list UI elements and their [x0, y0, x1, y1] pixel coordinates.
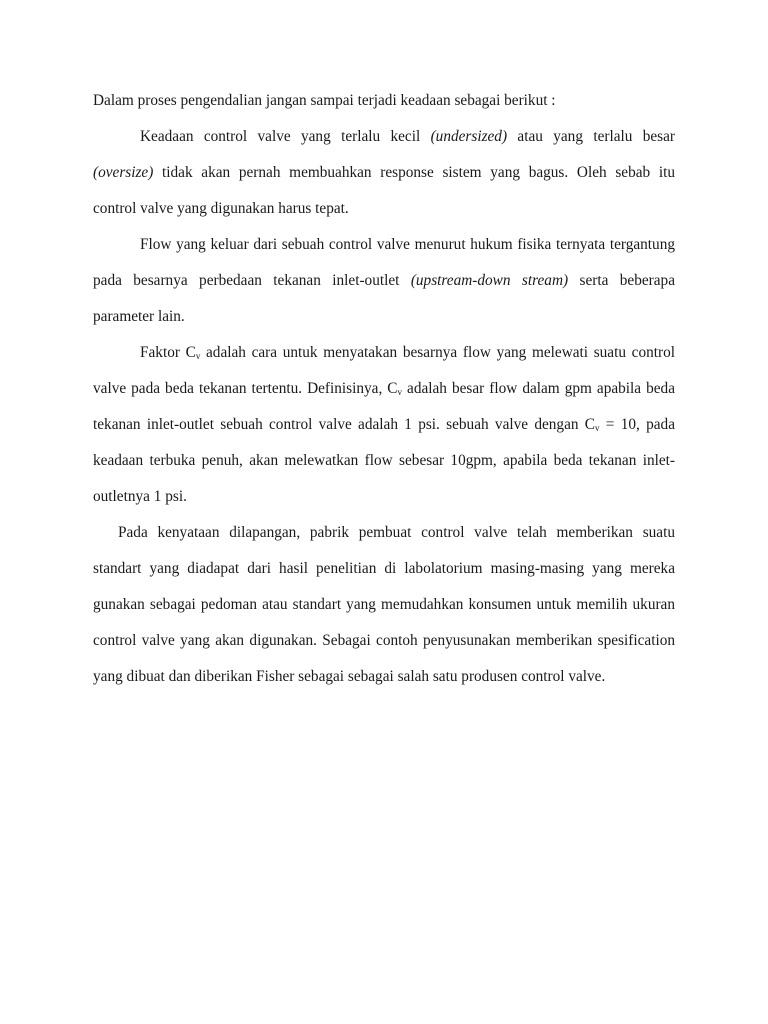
paragraph-2-line-1: Flow yang keluar dari sebuah control valve menurut hukum fisika ternyata tergantung — [140, 236, 675, 253]
paragraph-1 — [93, 125, 675, 233]
paragraph-3-line-3 — [93, 413, 675, 449]
text: tidak akan pernah membuahkan response sistem yang bagus. Oleh sebab itu — [153, 164, 675, 181]
text: adalah besar flow dalam gpm apabila beda — [402, 380, 675, 397]
paragraph-3 — [93, 341, 675, 521]
intro-line: Dalam proses pengendalian jangan sampai terjadi keadaan sebagai berikut : — [93, 92, 556, 109]
paragraph-1-line-2 — [93, 161, 675, 197]
paragraph-1-line-3: control valve yang digunakan harus tepat. — [93, 200, 349, 217]
text: serta beberapa — [568, 272, 675, 289]
paragraph-4-line-1: Pada kenyataan dilapangan, pabrik pembuat control valve telah memberikan suatu — [118, 524, 675, 541]
paragraph-4-line-5: yang dibuat dan diberikan Fisher sebagai sebagai salah satu produsen control valve. — [93, 668, 606, 685]
paragraph-1-line-1 — [93, 125, 675, 161]
emphasis: (undersized) — [430, 128, 508, 145]
paragraph-4-line-3: gunakan sebagai pedoman atau standart yang memudahkan konsumen untuk memilih ukuran — [93, 596, 675, 613]
text: pada besarnya perbedaan tekanan inlet-outlet — [93, 272, 411, 289]
paragraph-3-line-4: keadaan terbuka penuh, akan melewatkan flow sebesar 10gpm, apabila beda tekanan inlet- — [93, 452, 675, 469]
text: Keadaan control valve yang terlalu kecil — [140, 128, 431, 145]
text: adalah cara untuk menyatakan besarnya flow yang melewati suatu control — [200, 344, 676, 361]
subscript: v — [397, 387, 403, 397]
text: Faktor C — [140, 344, 196, 361]
text: = 10, pada — [599, 416, 675, 433]
subscript: v — [595, 423, 600, 433]
paragraph-4-line-4: control valve yang akan digunakan. Sebagai contoh penyusunakan memberikan spesification — [93, 632, 675, 649]
paragraph-3-line-2 — [93, 377, 675, 413]
emphasis: (upstream-down stream) — [410, 272, 569, 289]
text: tekanan inlet-outlet sebuah control valve adalah 1 psi. sebuah valve dengan C — [93, 416, 595, 433]
paragraph-3-line-5: outletnya 1 psi. — [93, 488, 187, 505]
paragraph-2-line-2 — [93, 269, 675, 305]
emphasis: (oversize) — [93, 164, 154, 181]
text: valve pada beda tekanan tertentu. Definisinya, C — [93, 380, 398, 397]
text: atau yang terlalu besar — [507, 128, 676, 145]
paragraph-2-line-3: parameter lain. — [93, 308, 185, 325]
paragraph-4 — [93, 521, 675, 701]
document-body — [93, 89, 675, 701]
paragraph-3-line-1 — [93, 341, 675, 377]
subscript: v — [195, 351, 201, 361]
paragraph-4-line-2: standart yang diadapat dari hasil penelitian di labolatorium masing-masing yang mereka — [93, 560, 675, 577]
paragraph-2 — [93, 233, 675, 341]
